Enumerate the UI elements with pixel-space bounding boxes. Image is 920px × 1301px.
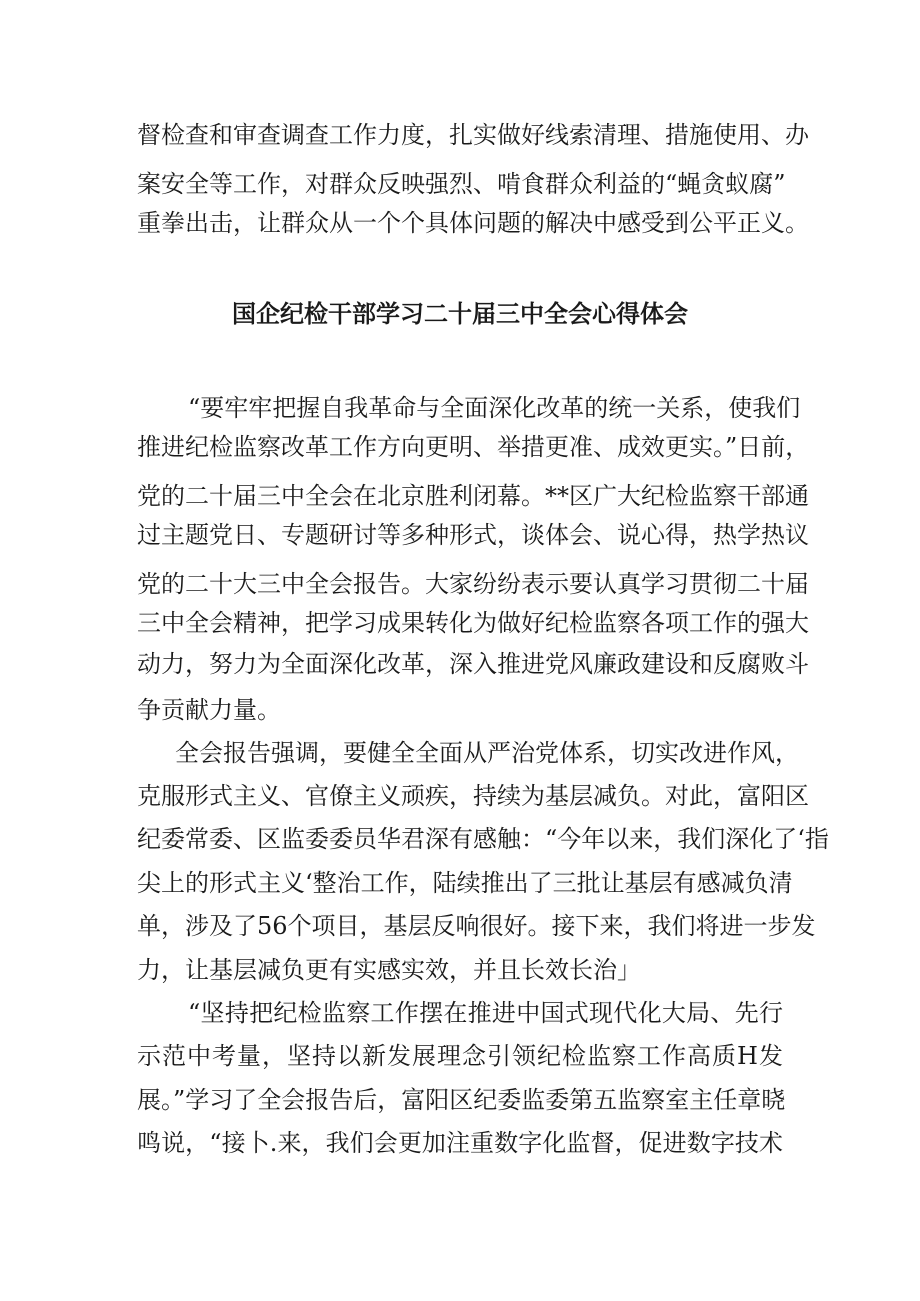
paragraph1-line-4: 过主题党日、专题研讨等多种形式，谈体会、说心得，热学热议 — [137, 521, 809, 549]
intro-line-3: 重拳出击，让群众从一个个具体问题的解决中感受到公平正义。 — [137, 209, 809, 237]
paragraph1-line-3: 党的二十届三中全会在北京胜利闭幕。**区广大纪检监察干部通 — [137, 482, 809, 510]
paragraph1-line-1: “要牢牢把握自我革命与全面深化改革的统一关系，使我们 — [188, 394, 801, 422]
article-title: 国企纪检干部学习二十届三中全会心得体会 — [232, 300, 688, 328]
paragraph3-line-1: “坚持把纪检监察工作摆在推进中国式现代化大局、先行 — [188, 999, 783, 1027]
paragraph2-line-5: 单，涉及了56个项目，基层反响很好。接下来，我们将进一步发 — [137, 912, 816, 940]
paragraph2-line-1: 全会报告强调，要健全全面从严治党体系，切实改进作风， — [175, 739, 799, 767]
paragraph1-line-2: 推进纪检监察改革工作方向更明、举措更准、成效更实。”日前， — [137, 433, 810, 461]
paragraph3-line-3: 展。”学习了全会报告后，富阳区纪委监委第五监察室主任章晓 — [137, 1086, 786, 1114]
paragraph3-line-2: 示范中考量，坚持以新发展理念引领纪检监察工作高质H发 — [137, 1042, 783, 1070]
paragraph2-line-4: 尖上的形式主义‘整治工作，陆续推出了三批让基层有感减负清 — [137, 869, 793, 897]
paragraph2-line-3: 纪委常委、区监委委员华君深有感触：“今年以来，我们深化了‘指 — [137, 825, 829, 853]
paragraph1-line-5: 党的二十大三中全会报告。大家纷纷表示要认真学习贯彻二十届 — [137, 570, 809, 598]
intro-line-1: 督检查和审查调查工作力度，扎实做好线索清理、措施使用、办 — [137, 121, 809, 149]
paragraph2-line-6: 力，让基层减负更有实感实效，并且长效长治」 — [137, 956, 641, 984]
paragraph2-line-2: 克服形式主义、官僚主义顽疾，持续为基层减负。对此，富阳区 — [137, 782, 809, 810]
paragraph1-line-7: 动力，努力为全面深化改革，深入推进党风廉政建设和反腐败斗 — [137, 650, 809, 678]
paragraph3-line-4: 鸣说，“接卜.来，我们会更加注重数字化监督，促进数字技术 — [137, 1129, 783, 1157]
intro-line-2: 案安全等工作，对群众反映强烈、啃食群众利益的“蝇贪蚁腐” — [137, 170, 786, 198]
paragraph1-line-6: 三中全会精神，把学习成果转化为做好纪检监察各项工作的强大 — [137, 609, 809, 637]
paragraph1-line-8: 争贡献力量。 — [137, 696, 281, 724]
